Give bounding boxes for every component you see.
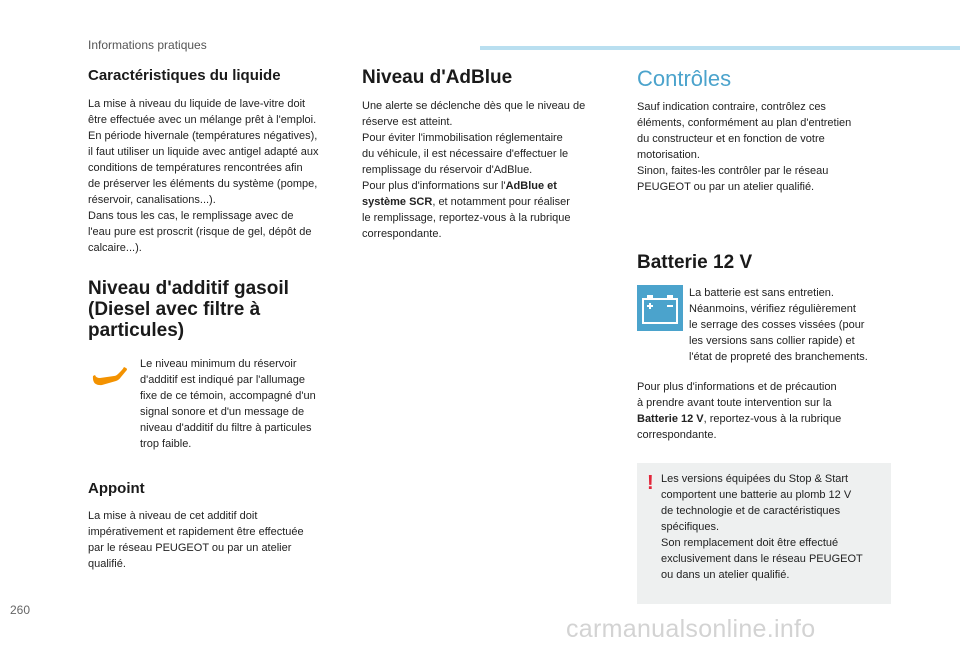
page-number: 260 (10, 603, 31, 617)
column-middle (362, 66, 612, 242)
section-text-controles: Sauf indication contraire, contrôlez ces éléments, conformément au plan d'entretien du constructeur et en fonction de votre motorisation. Sinon, faites-les contrôler par le réseau PEUGEOT ou par un atelier qualifié. (637, 101, 852, 193)
batterie-text2-a: Pour plus d'informations et de précaution à prendre avant toute intervention sur la (637, 381, 837, 409)
section-text-appoint: La mise à niveau de cet additif doit impérativement et rapidement être effectuée par le réseau PEUGEOT ou par un atelier qualifié. (88, 510, 304, 570)
header-accent-bar (480, 46, 960, 50)
section-title-batterie: Batterie 12 V (637, 252, 753, 273)
section-text-liquide: La mise à niveau du liquide de lave-vitre doit être effectuée avec un mélange prêt à l'emploi. En période hivernale (températures négatives), il faut utiliser un liquide avec antigel adapté aux conditions de températures rencontrées afin de préserver les éléments du système (pompe, réservoir, canalisations...). Dans tous les cas, le remplissage avec de l'eau pure est proscrit (risque de gel, dépôt de calcaire...). (88, 98, 319, 254)
section-title-adblue: Niveau d'AdBlue (362, 67, 513, 88)
warning-exclamation-icon: ! (647, 472, 654, 494)
section-title-additif-line1: Niveau d'additif gasoil (88, 278, 289, 299)
batterie-bold-link: Batterie 12 V (637, 413, 704, 425)
section-title-appoint: Appoint (88, 480, 145, 497)
column-right (637, 66, 893, 443)
section-text-batterie-2 (637, 379, 893, 443)
batterie-icon-row (637, 285, 893, 365)
section-text-additif: Le niveau minimum du réservoir d'additif est indiqué par l'allumage fixe de ce témoin, accompagné d'un signal sonore et d'un message de niveau d'additif du filtre à particules trop faible. (140, 358, 316, 450)
warning-text: Les versions équipées du Stop & Start comportent une batterie au plomb 12 V de technologie et de caractéristiques spécifiques. Son remplacement doit être effectué exclusivement dans le réseau PEUGEOT ou dans un atelier qualifié. (661, 473, 863, 581)
additif-icon-row (88, 356, 342, 452)
section-text-adblue (362, 98, 612, 242)
section-title-additif (88, 278, 342, 341)
adblue-text-b: , et notamment pour réaliser le remplissage, reportez-vous à la rubrique correspondante. (362, 196, 571, 240)
fuel-additive-warning-icon (88, 356, 140, 452)
section-title-liquide: Caractéristiques du liquide (88, 67, 281, 84)
adblue-bold-link: AdBlue et système SCR (362, 180, 557, 208)
running-header: Informations pratiques (88, 38, 207, 52)
watermark: carmanualsonline.info (566, 615, 816, 643)
section-title-controles: Contrôles (637, 66, 732, 91)
column-left (88, 66, 342, 572)
adblue-text-a: Une alerte se déclenche dès que le niveau de réserve est atteint. Pour éviter l'immobilisation réglementaire du véhicule, il est nécessaire d'effectuer le remplissage du réservoir d'AdBlue. Pour plus d'informations sur l' (362, 100, 586, 192)
warning-box (637, 463, 891, 604)
section-title-additif-line3: particules) (88, 320, 185, 341)
section-title-additif-line2: (Diesel avec filtre à (88, 299, 261, 320)
section-text-batterie: La batterie est sans entretien. Néanmoins, vérifiez régulièrement le serrage des cosses vissées (pour les versions sans collier rapide) et l'état de propreté des branchements. (689, 287, 868, 363)
batterie-text2-c: , reportez-vous à la rubrique correspondante. (637, 413, 842, 441)
battery-icon (637, 285, 689, 365)
